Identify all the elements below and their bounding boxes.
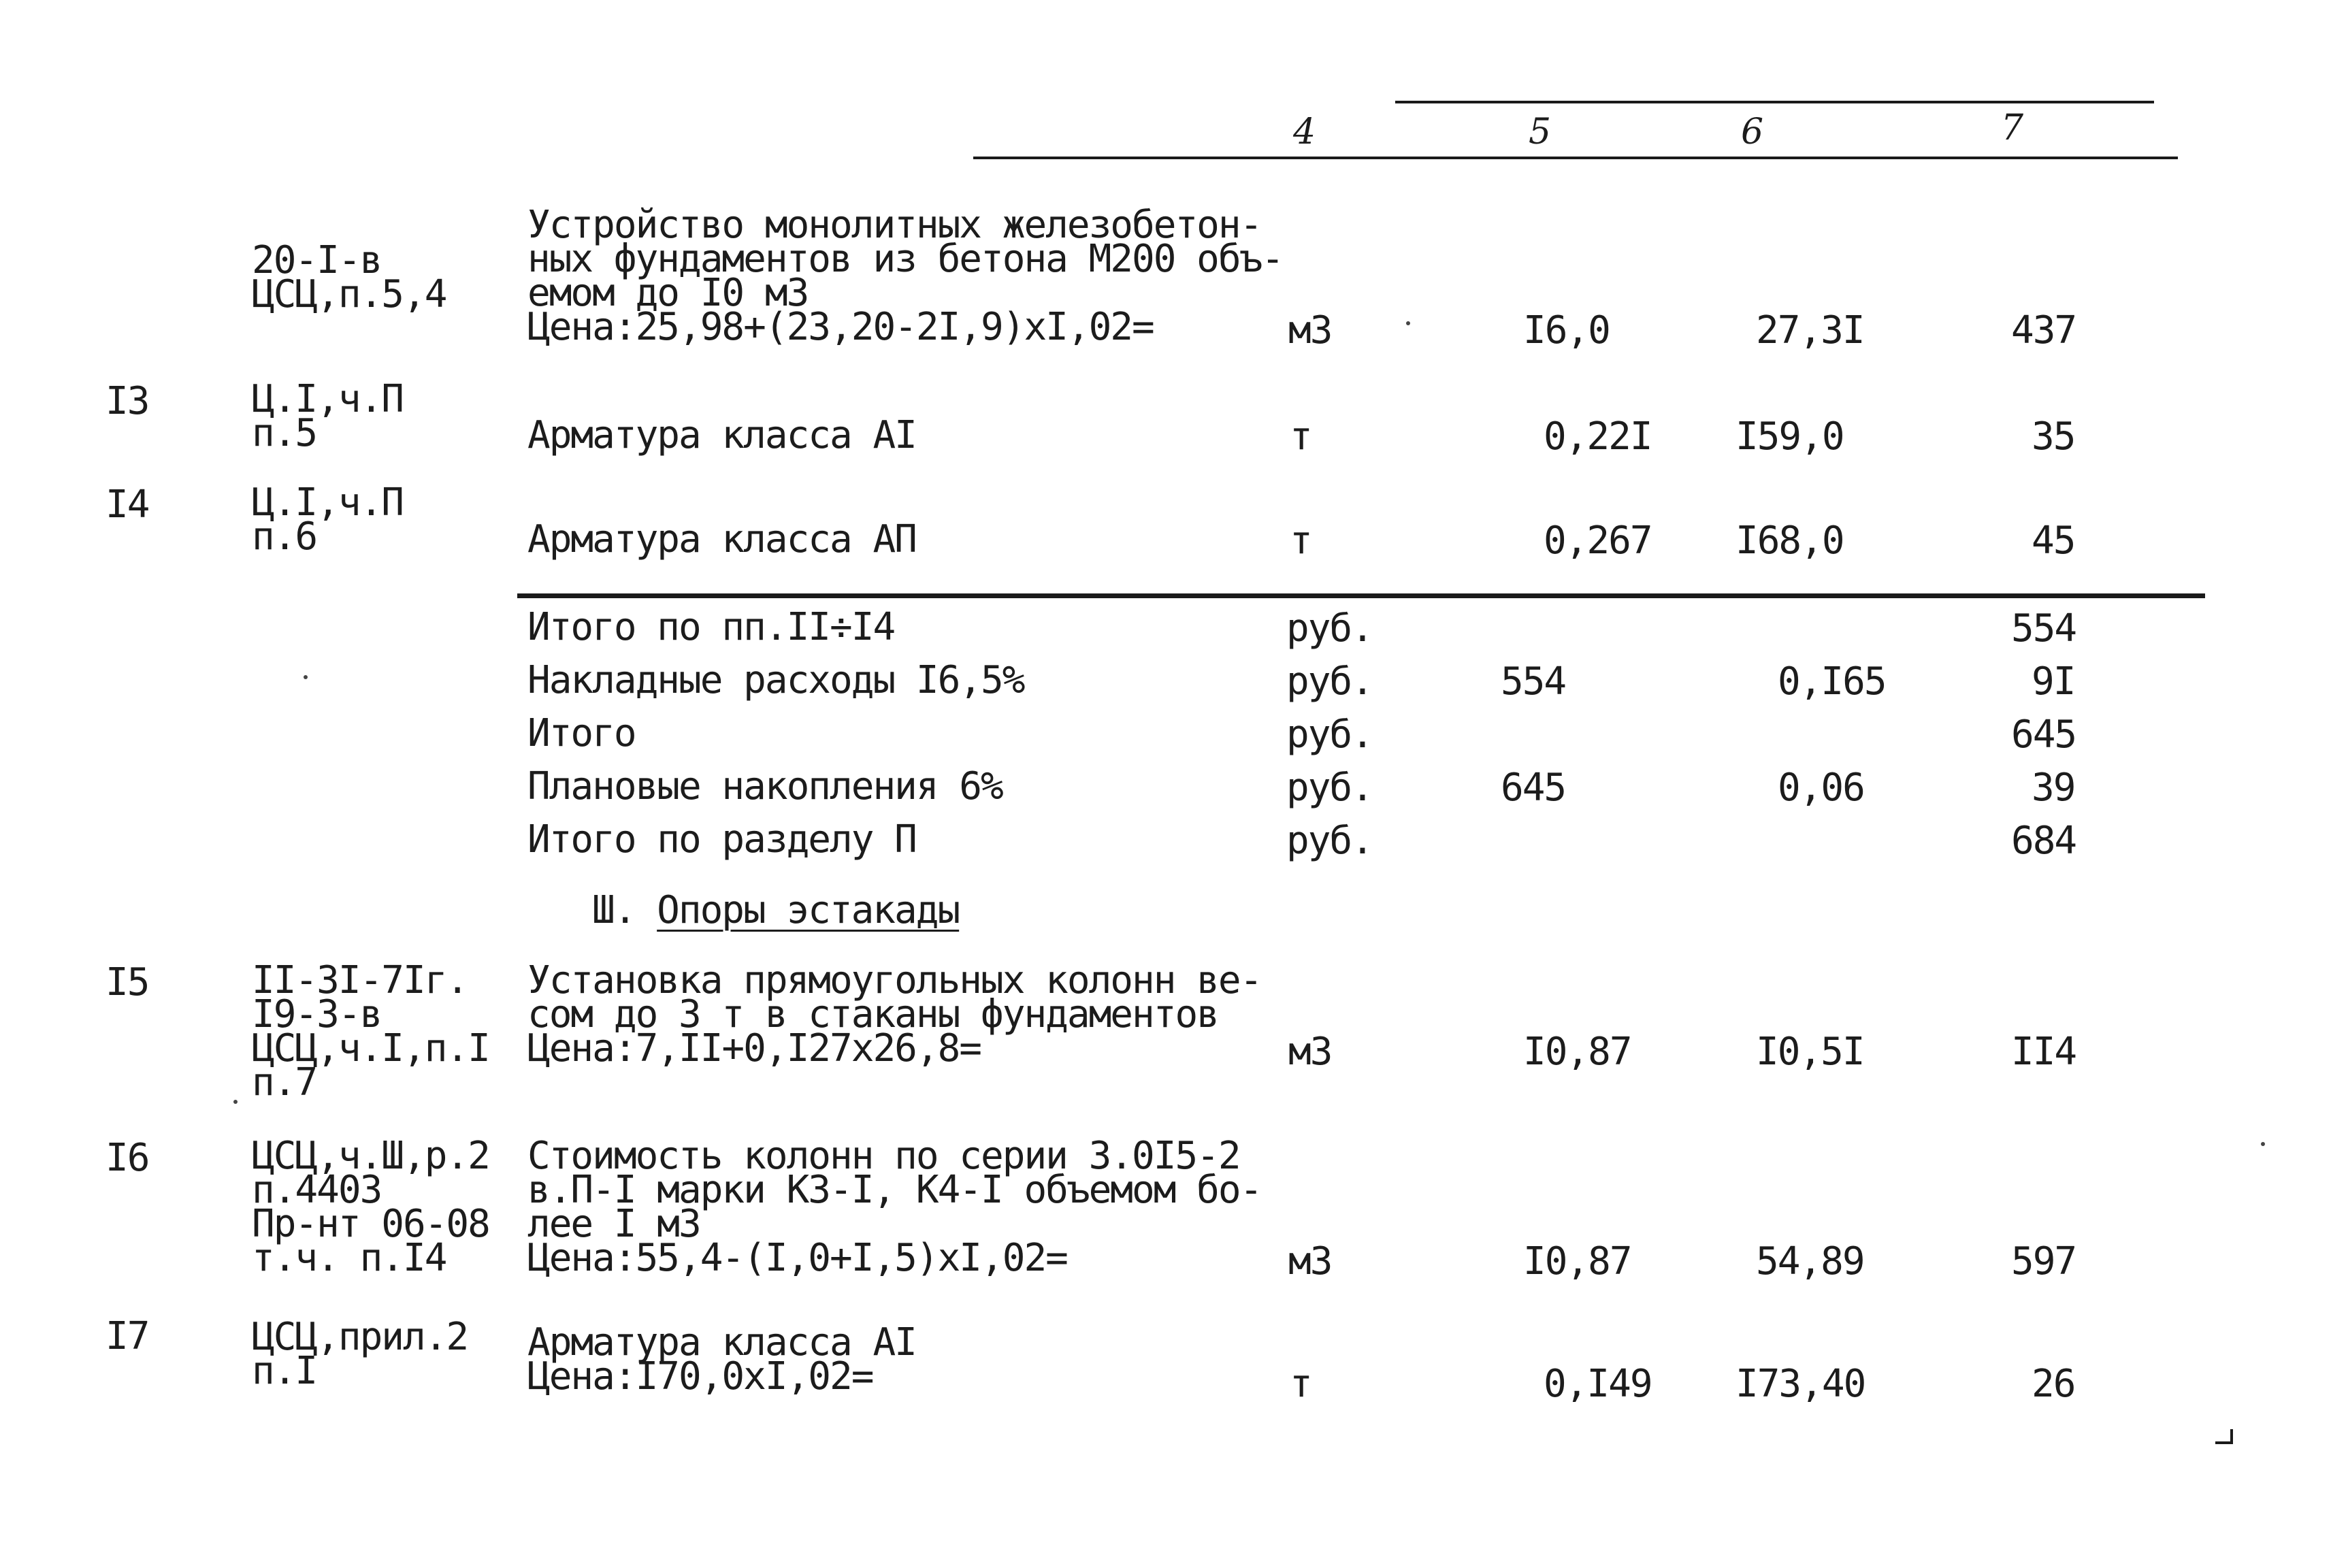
row-15-code-line-2: I9-3-в — [252, 992, 382, 1036]
row-16-description — [527, 1134, 1262, 1280]
summary-4-unit: руб. — [1286, 819, 1373, 863]
row-14-unit: т — [1290, 519, 1311, 563]
row-12-desc-line-3: емом до I0 м3 — [527, 271, 809, 315]
summary-1-label: Накладные расходы I6,5% — [527, 658, 1024, 702]
summary-2-total: 645 — [2011, 713, 2076, 757]
summary-1-unit: руб. — [1286, 659, 1373, 704]
row-17-code — [252, 1315, 468, 1393]
header-top-rule — [1395, 101, 2154, 103]
row-14-code-line-2: п.6 — [252, 514, 317, 559]
scan-speck — [233, 1100, 238, 1104]
row-13-total: 35 — [2032, 414, 2075, 459]
row-15-price: I0,5I — [1756, 1030, 1864, 1074]
row-14-description: Арматура класса АП — [527, 517, 916, 561]
row-14-quantity: 0,267 — [1544, 519, 1652, 563]
row-15-desc-line-1: Установка прямоугольных колонн ве- — [527, 958, 1262, 1002]
row-16-desc-line-1: Стоимость колонн по серии 3.0I5-2 — [527, 1134, 1240, 1178]
row-16-unit: м3 — [1288, 1239, 1332, 1284]
row-15-code-line-3: ЦСЦ,ч.I,п.I — [252, 1026, 489, 1071]
row-16-code-line-1: ЦСЦ,ч.Ш,р.2 — [252, 1134, 489, 1178]
row-14-total: 45 — [2032, 519, 2075, 563]
row-16-code — [252, 1134, 489, 1280]
row-15-number: I5 — [105, 960, 149, 1004]
summary-4-label: Итого по разделу П — [527, 817, 916, 862]
row-17-unit: т — [1290, 1362, 1311, 1406]
row-13-unit: т — [1290, 414, 1311, 459]
summary-3-label: Плановые накопления 6% — [527, 764, 1003, 808]
scan-speck — [2261, 1142, 2265, 1146]
summary-0-label: Итого по пп.II÷I4 — [527, 605, 895, 649]
row-13-quantity: 0,22I — [1544, 414, 1652, 459]
row-12-price: 27,3I — [1756, 308, 1864, 353]
row-16-price: 54,89 — [1756, 1239, 1864, 1284]
summary-4-total: 684 — [2011, 819, 2076, 863]
row-15-code-line-1: II-3I-7Iг. — [252, 958, 468, 1002]
row-17-code-line-1: ЦСЦ,прил.2 — [252, 1315, 468, 1359]
row-15-quantity: I0,87 — [1523, 1030, 1631, 1074]
row-15-unit: м3 — [1288, 1030, 1332, 1074]
corner-mark-tick — [2230, 1429, 2233, 1444]
row-16-desc-line-3: лее I м3 — [527, 1202, 700, 1246]
column-header-5: 5 — [1529, 112, 1552, 152]
column-header-4: 4 — [1293, 112, 1316, 152]
row-12-code — [252, 238, 446, 316]
totals-separator-rule — [517, 593, 2205, 598]
row-16-code-line-3: Пр-нт 06-08 — [252, 1202, 489, 1246]
scan-speck — [1406, 321, 1410, 325]
row-13-number: I3 — [105, 379, 149, 423]
summary-3-unit: руб. — [1286, 766, 1373, 810]
summary-0-unit: руб. — [1286, 606, 1373, 651]
row-15-code — [252, 958, 489, 1105]
row-13-code-line-1: Ц.I,ч.П — [252, 377, 404, 421]
row-16-desc-line-2: в.П-I марки КЗ-I, К4-I объемом бо- — [527, 1168, 1262, 1212]
row-13-code — [252, 377, 404, 455]
row-12-code-line-1: 20-I-в — [252, 238, 382, 282]
row-17-code-line-2: п.I — [252, 1349, 317, 1393]
row-17-desc-line-1: Арматура класса АI — [527, 1320, 916, 1365]
column-header-6: 6 — [1741, 112, 1764, 152]
section-3-title: Опоры эстакады — [657, 888, 960, 932]
row-13-price: I59,0 — [1735, 414, 1844, 459]
summary-2-unit: руб. — [1286, 713, 1373, 757]
row-12-desc-line-4: Цена:25,98+(23,20-2I,9)хI,02= — [527, 305, 1154, 349]
row-14-number: I4 — [105, 483, 149, 527]
row-12-description — [527, 203, 1284, 349]
summary-2-label: Итого — [527, 711, 636, 755]
row-12-quantity: I6,0 — [1523, 308, 1610, 353]
row-17-price: I73,40 — [1735, 1362, 1865, 1406]
section-3-roman: Ш. — [592, 888, 636, 932]
header-bottom-rule — [973, 157, 2178, 159]
row-14-code-line-1: Ц.I,ч.П — [252, 480, 404, 525]
row-16-number: I6 — [105, 1136, 149, 1180]
row-13-code-line-2: п.5 — [252, 411, 317, 455]
summary-1-base: 554 — [1501, 659, 1566, 704]
row-12-total: 437 — [2011, 308, 2076, 353]
row-17-description — [527, 1320, 916, 1399]
row-15-description — [527, 958, 1262, 1071]
row-17-number: I7 — [105, 1314, 149, 1358]
row-16-code-line-2: п.4403 — [252, 1168, 382, 1212]
row-12-code-line-2: ЦСЦ,п.5,4 — [252, 272, 446, 316]
row-15-total: II4 — [2011, 1030, 2076, 1074]
column-header-7: 7 — [2001, 108, 2024, 148]
row-17-desc-line-2: Цена:I70,0хI,02= — [527, 1354, 873, 1399]
row-17-total: 26 — [2032, 1362, 2075, 1406]
row-12-desc-line-1: Устройство монолитных железобетон- — [527, 203, 1262, 247]
row-15-desc-line-3: Цена:7,II+0,I27х26,8= — [527, 1026, 981, 1071]
row-14-price: I68,0 — [1735, 519, 1844, 563]
row-16-code-line-4: т.ч. п.I4 — [252, 1236, 446, 1280]
row-17-quantity: 0,I49 — [1544, 1362, 1652, 1406]
row-15-desc-line-2: сом до 3 т в стаканы фундаментов — [527, 992, 1218, 1036]
row-16-total: 597 — [2011, 1239, 2076, 1284]
summary-3-total: 39 — [2032, 766, 2075, 810]
summary-1-rate: 0,I65 — [1778, 659, 1886, 704]
row-12-desc-line-2: ных фундаментов из бетона М200 объ- — [527, 237, 1284, 281]
row-16-quantity: I0,87 — [1523, 1239, 1631, 1284]
row-12-unit: м3 — [1288, 308, 1332, 353]
scan-speck — [304, 675, 308, 679]
summary-0-total: 554 — [2011, 606, 2076, 651]
row-16-desc-line-4: Цена:55,4-(I,0+I,5)хI,02= — [527, 1236, 1067, 1280]
summary-3-base: 645 — [1501, 766, 1566, 810]
row-13-description: Арматура класса АI — [527, 413, 916, 457]
row-15-code-line-4: п.7 — [252, 1060, 317, 1105]
section-3-heading — [592, 888, 960, 932]
summary-1-total: 9I — [2032, 659, 2075, 704]
summary-3-rate: 0,06 — [1778, 766, 1864, 810]
row-14-code — [252, 480, 404, 559]
